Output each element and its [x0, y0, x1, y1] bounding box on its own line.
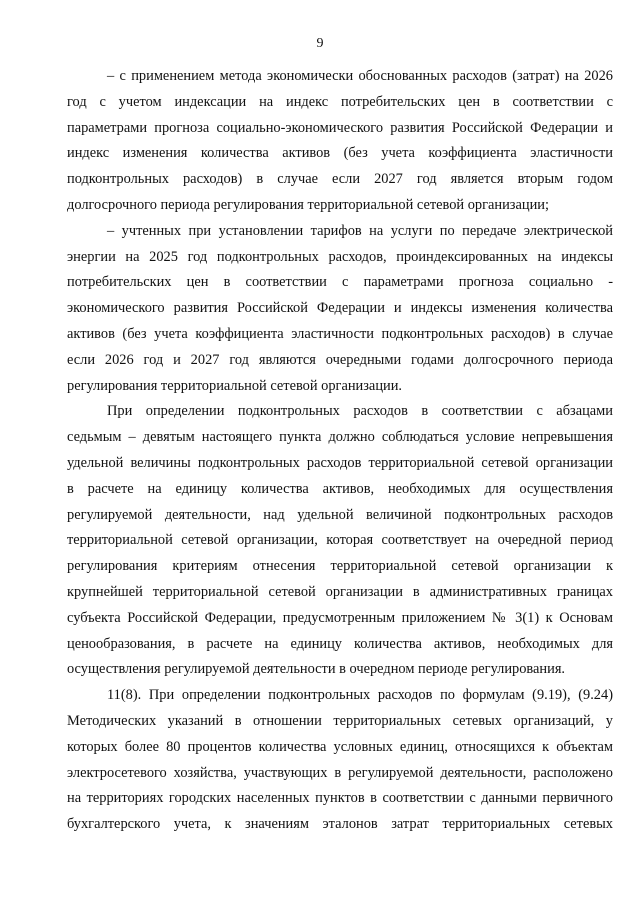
text-line: регулируемой деятельности, над удельной величиной подконтрольных расходов [67, 506, 613, 523]
paragraph-2 [67, 219, 613, 400]
text-line: подконтрольных расходов) в случае если 2027 год является вторым годом [67, 171, 613, 188]
text-line: осуществления регулируемой деятельности в очередном периоде регулирования. [67, 661, 566, 678]
text-line: территориальной сетевой организации, которая соответствует на очередной период [67, 532, 613, 549]
text-line: удельной величины подконтрольных расходов территориальной сетевой организации [67, 454, 613, 471]
text-line: активов (без учета коэффициента эластичности подконтрольных расходов) в случае [67, 325, 613, 342]
text-line: на территориях городских населенных пунктов в соответствии с данными первичного [67, 790, 613, 807]
text-line: – учтенных при установлении тарифов на услуги по передаче электрической [107, 222, 613, 239]
text-line: седьмым – девятым настоящего пункта должно соблюдаться условие непревышения [67, 429, 613, 446]
text-line: Методических указаний в отношении территориальных сетевых организаций, у [67, 712, 613, 729]
text-line: в расчете на единицу количества активов, необходимых для осуществления [67, 480, 613, 497]
text-line: экономического развития Российской Федерации и индексы изменения количества [67, 300, 613, 317]
text-line: ценообразования, в расчете на единицу количества активов, необходимых для [67, 635, 613, 652]
text-line: электросетевого хозяйства, участвующих в регулируемой деятельности, расположено [67, 764, 613, 781]
text-line: субъекта Российской Федерации, предусмотренным приложением № 3(1) к Основам [67, 609, 613, 626]
text-line: При определении подконтрольных расходов в соответствии с абзацами [107, 403, 613, 420]
text-line: которых более 80 процентов количества условных единиц, относящихся к объектам [67, 738, 613, 755]
text-line: потребительских цен в соответствии с параметрами прогноза социально - [67, 274, 613, 291]
text-line: долгосрочного периода регулирования территориальной сетевой организации; [67, 196, 549, 213]
text-line: если 2026 год и 2027 год являются очередными годами долгосрочного периода [67, 351, 613, 368]
text-line: год с учетом индексации на индекс потребительских цен в соответствии с [67, 93, 613, 110]
paragraph-1 [67, 64, 613, 219]
page-number: 9 [316, 36, 324, 51]
text-line: 11(8). При определении подконтрольных расходов по формулам (9.19), (9.24) [107, 687, 613, 704]
text-line: индекс изменения количества активов (без учета коэффициента эластичности [67, 145, 613, 162]
text-line: регулирования критериям отнесения территориальной сетевой организации к [67, 558, 613, 575]
text-line: бухгалтерского учета, к значениям эталонов затрат территориальных сетевых [67, 816, 613, 833]
text-line: – с применением метода экономически обоснованных расходов (затрат) на 2026 [107, 68, 613, 84]
text-line: параметрами прогноза социально-экономического развития Российской Федерации и [67, 119, 613, 136]
text-line: энергии на 2025 год подконтрольных расходов, проиндексированных на индексы [67, 248, 613, 265]
paragraph-4 [67, 683, 613, 838]
text-line: регулирования территориальной сетевой организации. [67, 377, 403, 394]
document-body [67, 64, 613, 838]
text-line: крупнейшей территориальной сетевой организации в административных границах [67, 583, 613, 600]
paragraph-3 [67, 399, 613, 683]
